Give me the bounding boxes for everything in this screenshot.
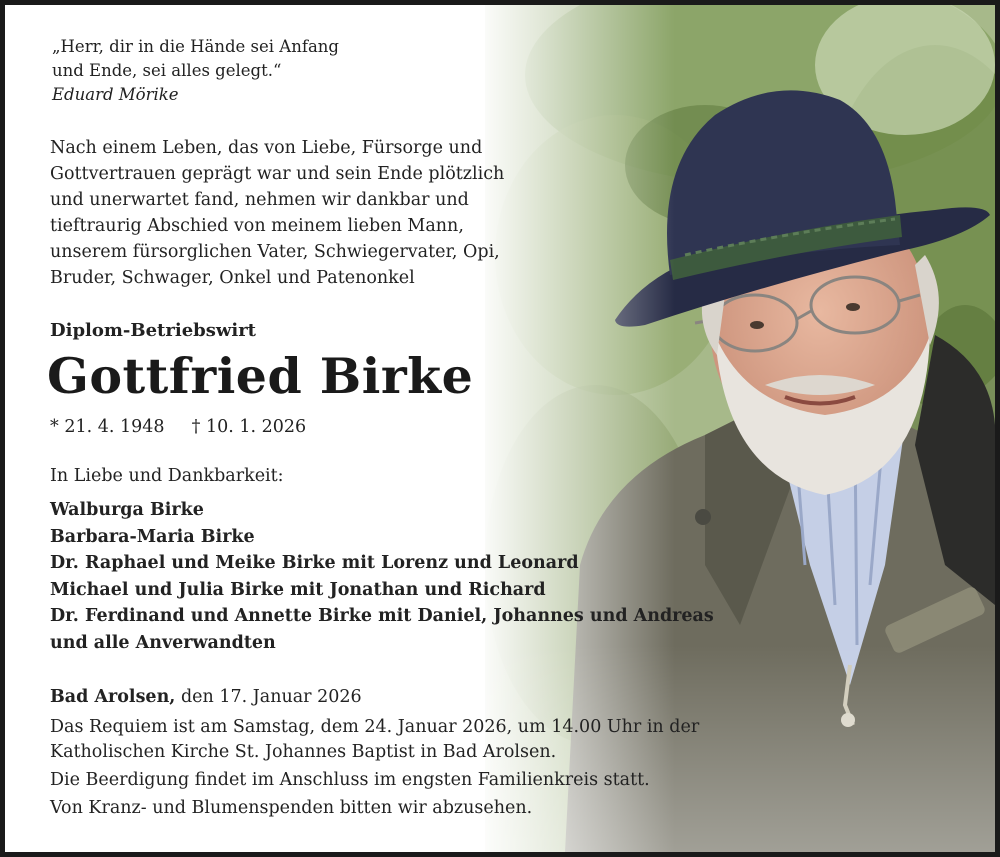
deceased-name: Gottfried Birke (47, 347, 474, 405)
service-info (50, 715, 699, 821)
epigraph-quote (52, 35, 339, 107)
intro-line: Gottvertrauen geprägt war und sein Ende plötzlich (50, 164, 505, 184)
intro-line: und unerwartet fand, nehmen wir dankbar und (50, 190, 469, 210)
mourner-entry: Dr. Ferdinand und Annette Birke mit Daniel, Johannes und Andreas (50, 606, 714, 626)
mourner-entry: Walburga Birke (50, 500, 204, 520)
mourners-heading: In Liebe und Dankbarkeit: (50, 466, 284, 486)
intro-paragraph (50, 135, 504, 291)
quote-author: Eduard Mörike (52, 85, 179, 104)
birth-date: * 21. 4. 1948 (50, 417, 165, 437)
intro-line: unserem fürsorglichen Vater, Schwiegervater, Opi, (50, 242, 500, 262)
mourner-entry: Michael und Julia Birke mit Jonathan und Richard (50, 579, 546, 600)
intro-line: Nach einem Leben, das von Liebe, Fürsorge und (50, 138, 483, 158)
service-line: Das Requiem ist am Samstag, dem 24. Januar 2026, um 14.00 Uhr in der (50, 717, 700, 737)
service-line: Katholischen Kirche St. Johannes Baptist in Bad Arolsen. (50, 742, 557, 762)
mourners-list (50, 497, 714, 656)
notice-date: den 17. Januar 2026 (175, 687, 362, 707)
quote-line: „Herr, dir in die Hände sei Anfang (52, 37, 339, 56)
life-dates (50, 417, 306, 437)
intro-line: Bruder, Schwager, Onkel und Patenonkel (50, 268, 415, 288)
deceased-title: Diplom-Betriebswirt (50, 320, 256, 341)
place-date (50, 685, 362, 710)
death-date: † 10. 1. 2026 (191, 417, 307, 437)
service-line: Die Beerdigung findet im Anschluss im engsten Familienkreis statt. (50, 770, 650, 790)
intro-line: tieftraurig Abschied von meinem lieben Mann, (50, 216, 464, 236)
place: Bad Arolsen, (50, 687, 176, 707)
service-line: Von Kranz- und Blumenspenden bitten wir abzusehen. (50, 798, 533, 818)
mourner-entry: Barbara-Maria Birke (50, 526, 255, 547)
mourner-entry: und alle Anverwandten (50, 632, 276, 653)
quote-line: und Ende, sei alles gelegt.“ (52, 61, 282, 80)
mourner-entry: Dr. Raphael und Meike Birke mit Lorenz und Leonard (50, 553, 579, 573)
